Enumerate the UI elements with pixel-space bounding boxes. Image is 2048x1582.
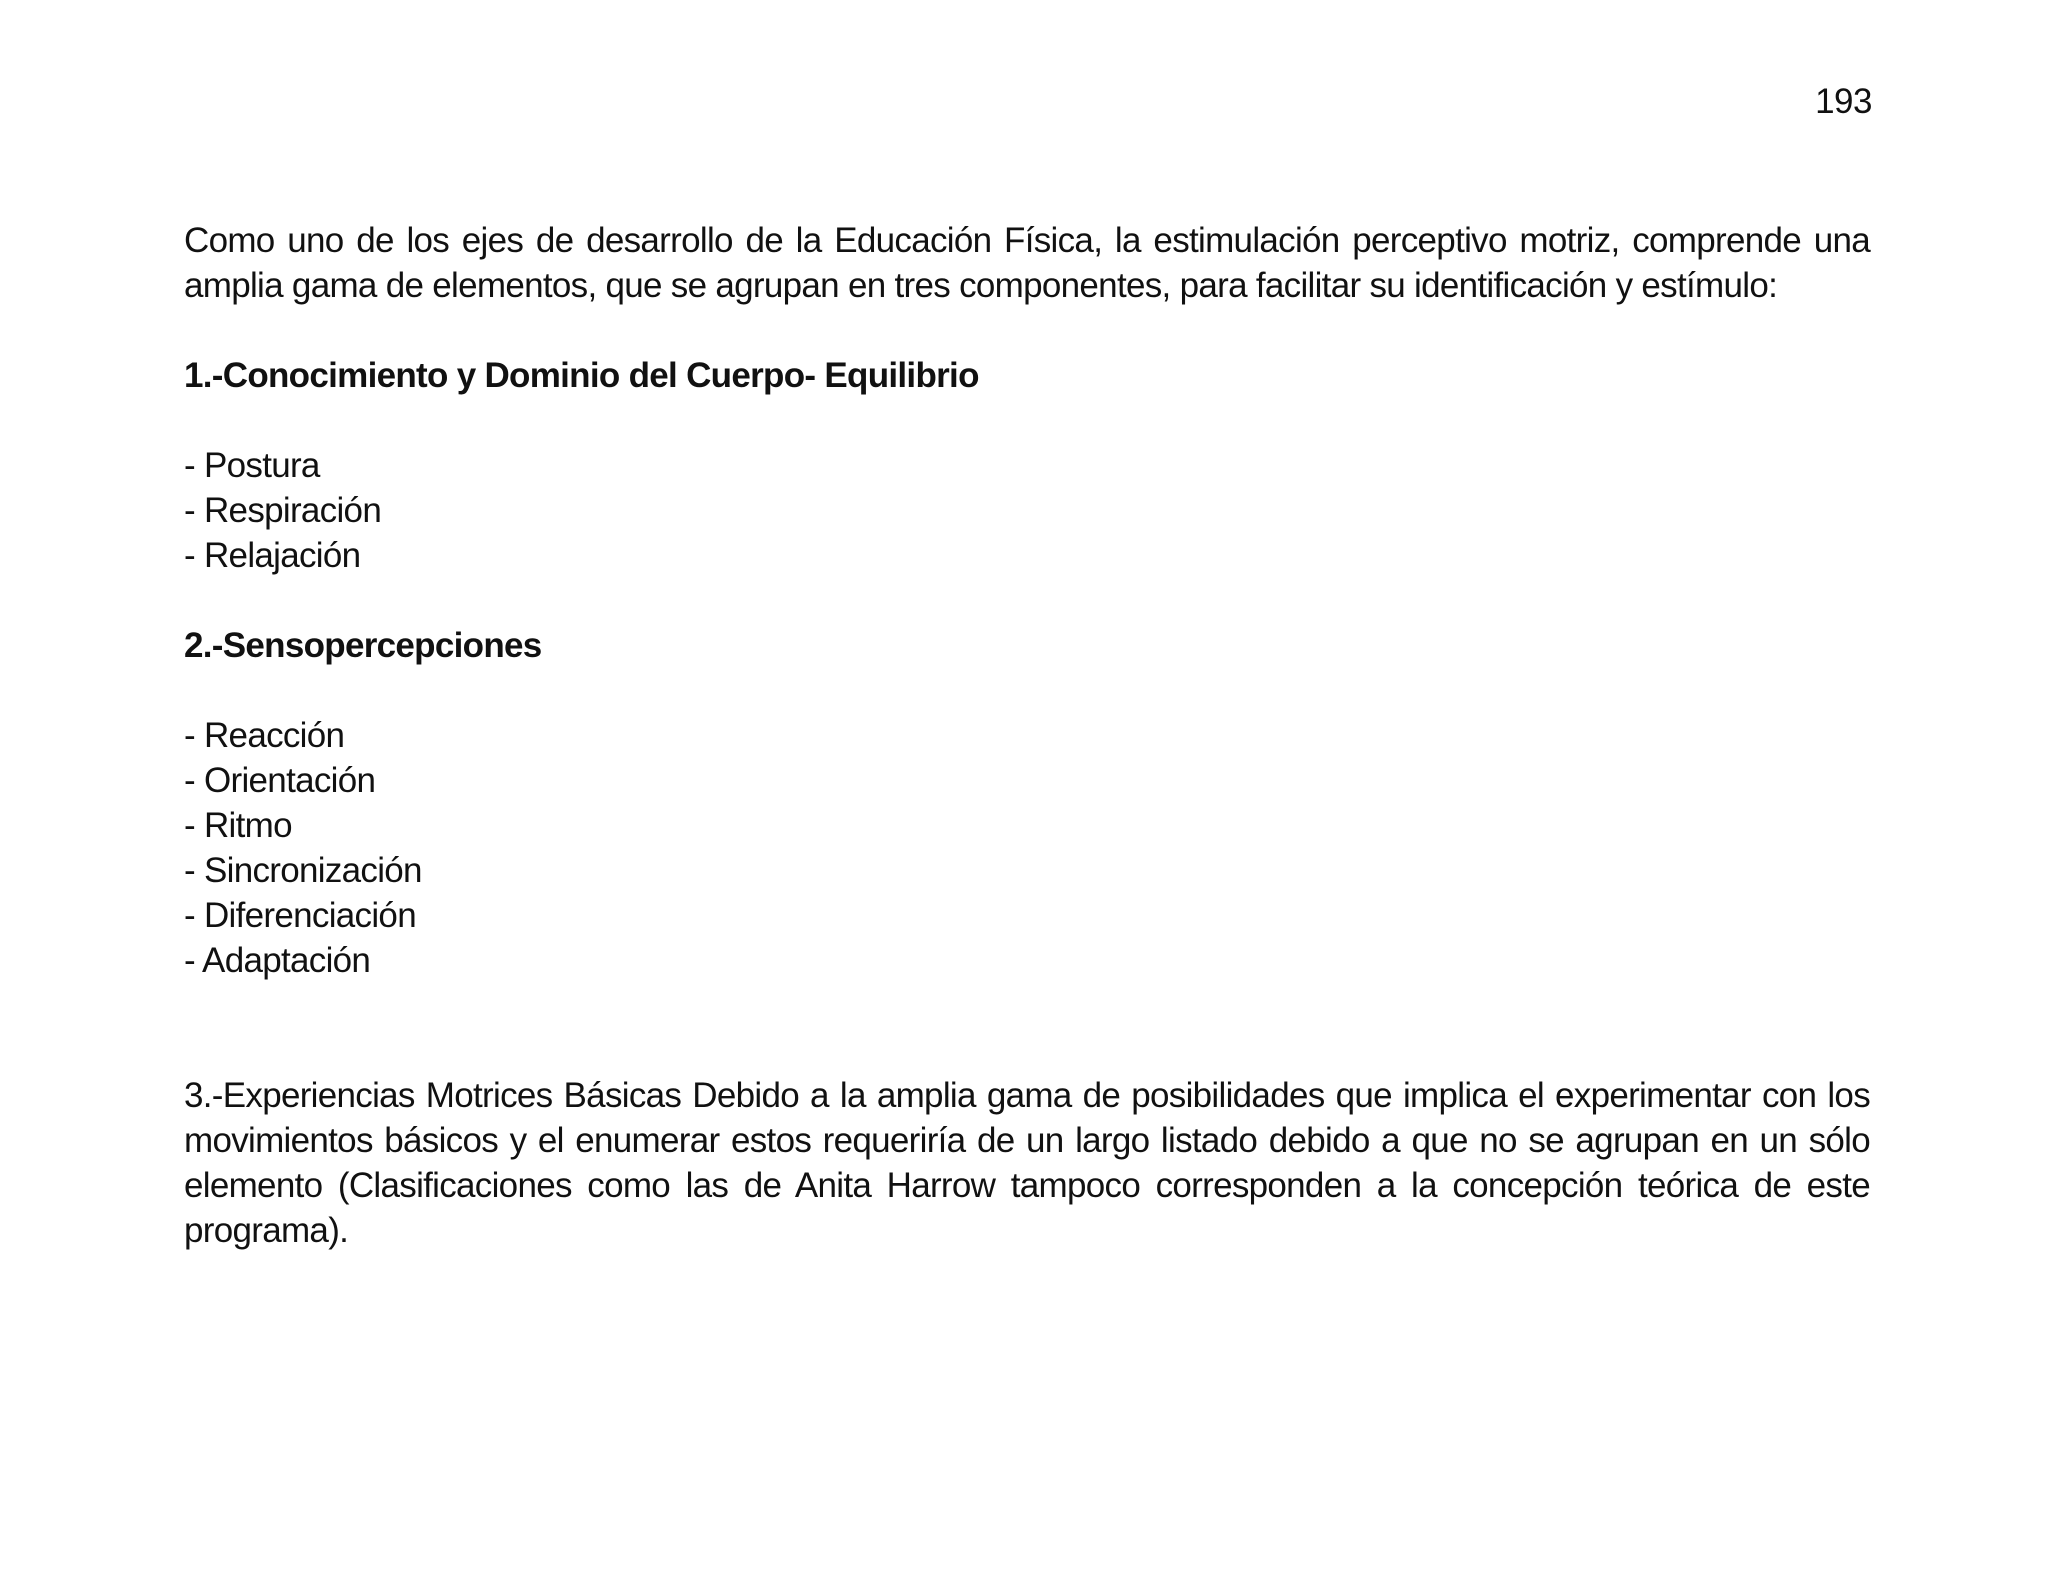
page-content: [184, 218, 1870, 1253]
section-3-paragraph: 3.-Experiencias Motrices Básicas Debido a la amplia gama de posibilidades que implica el experimentar con los movimientos básicos y el enumerar estos requeriría de un largo listado debido a que no se agrupan en un sólo elemento (Clasificaciones como las de Anita Harrow tampoco corresponden a la concepción teórica de este programa).: [184, 1076, 1870, 1250]
list-item: - Orientación: [184, 761, 376, 800]
list-item: - Sincronización: [184, 851, 422, 890]
list-item: - Reacción: [184, 716, 345, 755]
list-item: - Diferenciación: [184, 896, 416, 935]
intro-paragraph: Como uno de los ejes de desarrollo de la Educación Física, la estimulación perceptivo motriz, comprende una amplia gama de elementos, que se agrupan en tres componentes, para facilitar su identificación y estímulo:: [184, 221, 1870, 305]
section-2-list: [184, 713, 1870, 983]
list-item: - Ritmo: [184, 806, 292, 845]
list-item: - Postura: [184, 446, 320, 485]
list-item: - Adaptación: [184, 941, 371, 980]
section-1-list: [184, 443, 1870, 578]
list-item: - Relajación: [184, 536, 361, 575]
page-number: 193: [1815, 82, 1872, 121]
section-2-heading: 2.-Sensopercepciones: [184, 626, 542, 665]
section-1-heading: 1.-Conocimiento y Dominio del Cuerpo- Equilibrio: [184, 356, 979, 395]
list-item: - Respiración: [184, 491, 382, 530]
